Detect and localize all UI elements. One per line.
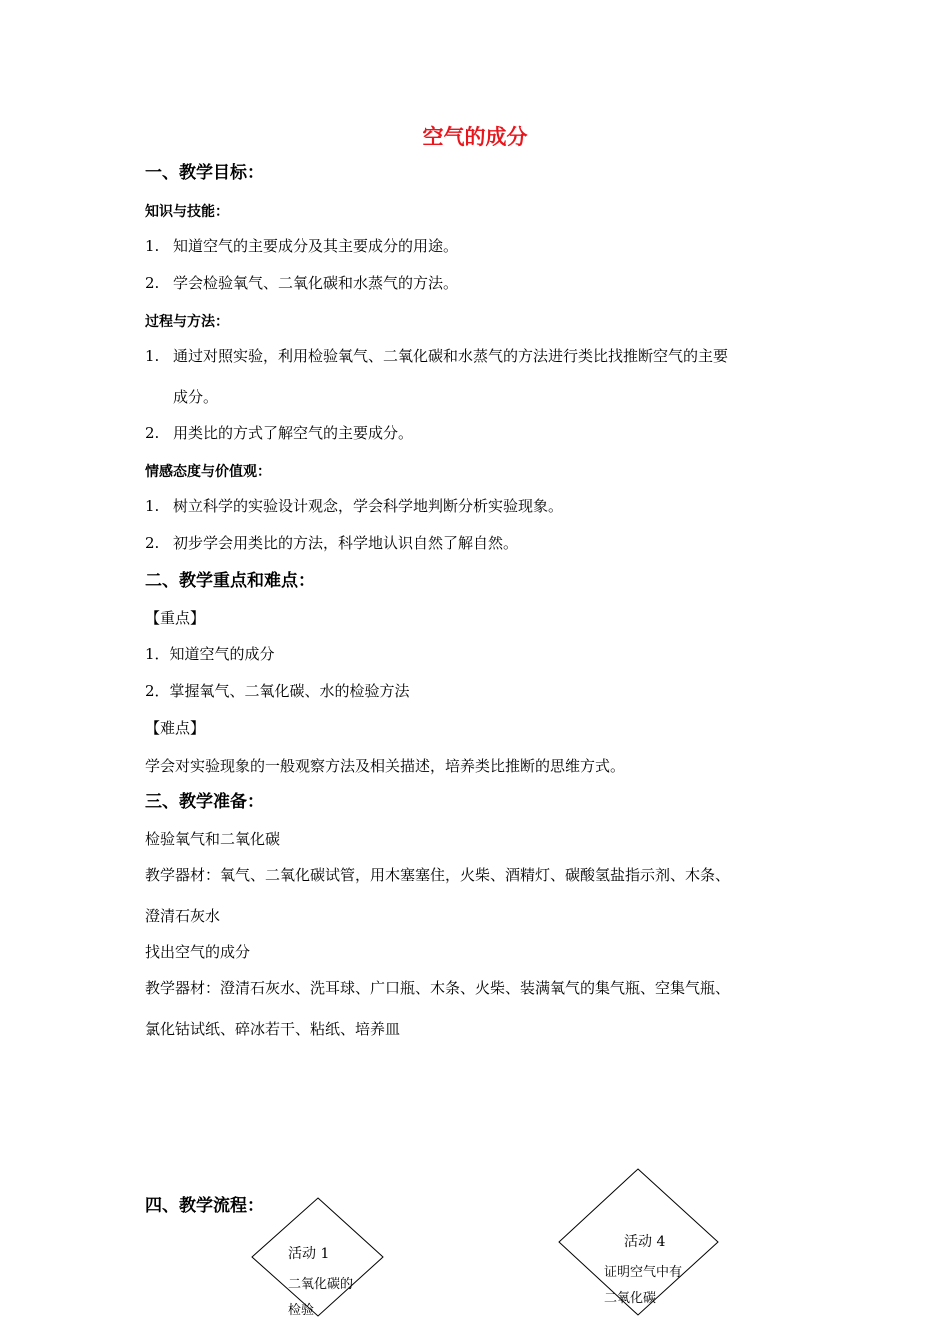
list-item-number: 1. bbox=[145, 347, 160, 365]
list-item-text-continued: 成分。 bbox=[173, 388, 219, 406]
knowledge-heading: 知识与技能： bbox=[145, 204, 229, 220]
preparation-line: 氯化钴试纸、碎冰若干、粘纸、培养皿 bbox=[145, 1020, 401, 1038]
difficult-text: 学会对实验现象的一般观察方法及相关描述，培养类比推断的思维方式。 bbox=[145, 757, 626, 775]
key-item: 2．掌握氧气、二氧化碳、水的检验方法 bbox=[145, 682, 410, 700]
emotion-heading: 情感态度与价值观： bbox=[145, 464, 271, 480]
key-label: 【重点】 bbox=[145, 609, 206, 627]
section-flow-heading: 四、教学流程： bbox=[145, 1196, 264, 1216]
flow-node-activity-4-text: 证明空气中有 bbox=[604, 1265, 683, 1280]
list-item-number: 2. bbox=[145, 424, 160, 442]
preparation-line: 找出空气的成分 bbox=[145, 943, 251, 961]
list-item-number: 2. bbox=[145, 534, 160, 552]
key-item: 1．知道空气的成分 bbox=[145, 645, 275, 663]
preparation-line: 检验氧气和二氧化碳 bbox=[145, 830, 281, 848]
page-title: 空气的成分 bbox=[422, 125, 528, 149]
flow-node-activity-4-text: 二氧化碳 bbox=[604, 1291, 657, 1306]
list-item-text: 初步学会用类比的方法，科学地认识自然了解自然。 bbox=[173, 534, 519, 552]
list-item-number: 2. bbox=[145, 274, 160, 292]
preparation-line: 澄清石灰水 bbox=[145, 907, 221, 925]
flow-node-activity-1-title: 活动 1 bbox=[288, 1246, 330, 1262]
flow-node-activity-1-text: 检验 bbox=[288, 1303, 315, 1318]
section-goals-heading: 一、教学目标： bbox=[145, 163, 264, 183]
list-item-text: 学会检验氧气、二氧化碳和水蒸气的方法。 bbox=[173, 274, 459, 292]
process-heading: 过程与方法： bbox=[145, 314, 229, 330]
difficult-label: 【难点】 bbox=[145, 719, 206, 737]
list-item-text: 知道空气的主要成分及其主要成分的用途。 bbox=[173, 237, 459, 255]
list-item-number: 1. bbox=[145, 237, 160, 255]
flow-node-activity-1-text: 二氧化碳的 bbox=[288, 1277, 354, 1292]
preparation-line: 教学器材：氧气、二氧化碳试管，用木塞塞住，火柴、酒精灯、碳酸氢盐指示剂、木条、 bbox=[145, 866, 731, 884]
preparation-line: 教学器材：澄清石灰水、洗耳球、广口瓶、木条、火柴、装满氧气的集气瓶、空集气瓶、 bbox=[145, 979, 731, 997]
flow-node-activity-4-title: 活动 4 bbox=[624, 1234, 666, 1250]
list-item-number: 1. bbox=[145, 497, 160, 515]
list-item-text: 通过对照实验，利用检验氧气、二氧化碳和水蒸气的方法进行类比找推断空气的主要 bbox=[173, 347, 729, 365]
list-item-text: 树立科学的实验设计观念，学会科学地判断分析实验现象。 bbox=[173, 497, 564, 515]
list-item-text: 用类比的方式了解空气的主要成分。 bbox=[173, 424, 414, 442]
section-preparation-heading: 三、教学准备： bbox=[145, 792, 264, 812]
section-key-points-heading: 二、教学重点和难点： bbox=[145, 571, 315, 591]
